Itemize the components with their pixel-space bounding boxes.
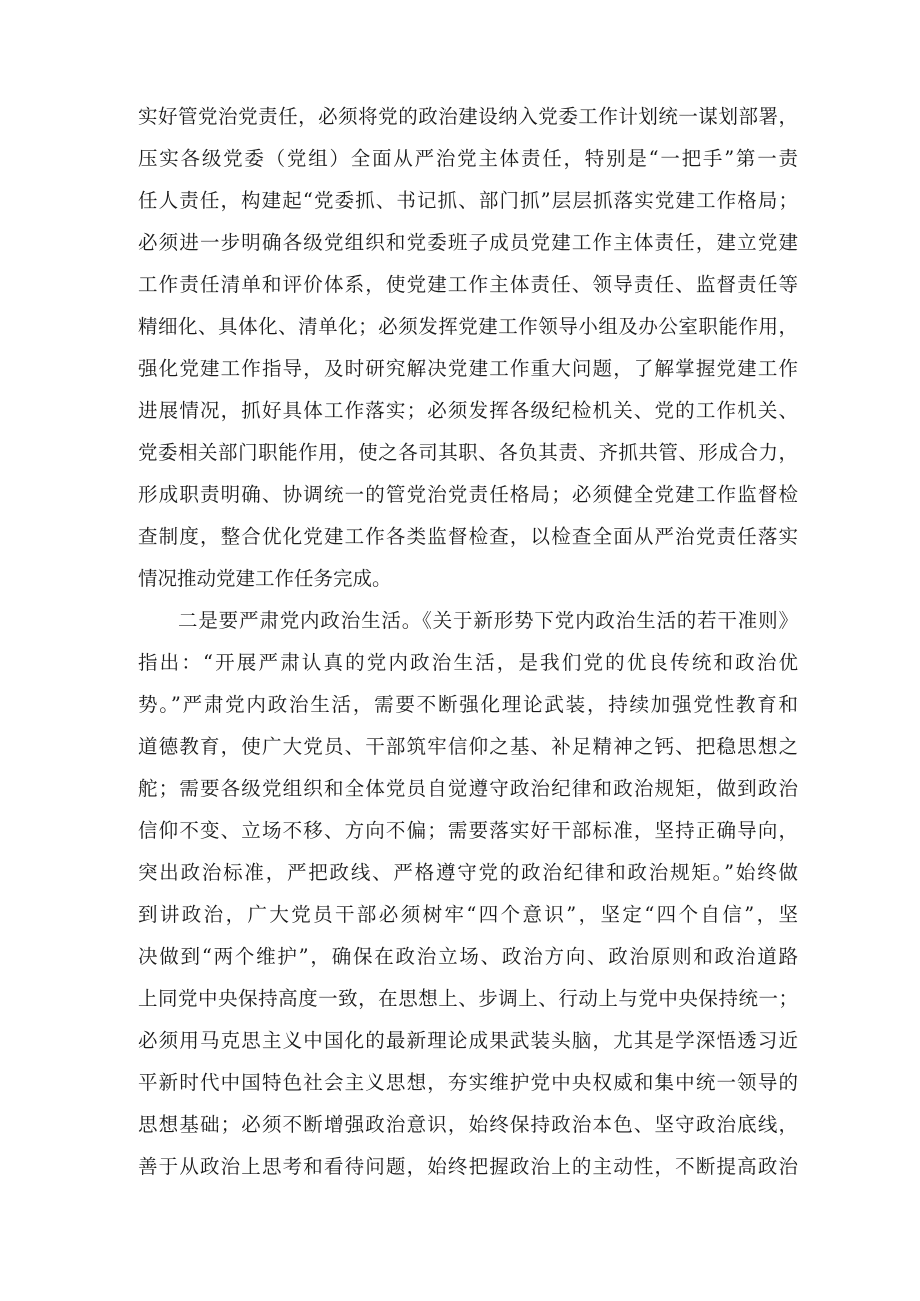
text-line: 必须进一步明确各级党组织和党委班子成员党建工作主体责任，建立党建 [138, 231, 798, 254]
text-line: 进展情况，抓好具体工作落实；必须发挥各级纪检机关、党的工作机关、 [138, 399, 798, 422]
text-line: 情况推动党建工作任务完成。 [138, 567, 392, 590]
text-line: 势。”严肃党内政治生活，需要不断强化理论武装，持续加强党性教育和 [138, 693, 798, 716]
text-line: 任人责任，构建起“党委抓、书记抓、部门抓”层层抓落实党建工作格局； [138, 189, 798, 212]
text-line: 突出政治标准，严把政线、严格遵守党的政治纪律和政治规矩。”始终做 [138, 861, 798, 884]
text-line: 压实各级党委（党组）全面从严治党主体责任，特别是“一把手”第一责 [138, 147, 798, 170]
text-line: 必须用马克思主义中国化的最新理论成果武装头脑，尤其是学深悟透习近 [138, 1029, 798, 1052]
text-line: 精细化、具体化、清单化；必须发挥党建工作领导小组及办公室职能作用， [138, 315, 798, 338]
text-line: 上同党中央保持高度一致，在思想上、步调上、行动上与党中央保持统一； [138, 987, 798, 1010]
text-line: 实好管党治党责任，必须将党的政治建设纳入党委工作计划统一谋划部署， [138, 105, 798, 128]
text-line: 平新时代中国特色社会主义思想，夯实维护党中央权威和集中统一领导的 [138, 1071, 798, 1094]
text-line: 信仰不变、立场不移、方向不偏；需要落实好干部标准，坚持正确导向， [138, 819, 798, 842]
text-line: 舵；需要各级党组织和全体党员自觉遵守政治纪律和政治规矩，做到政治 [138, 777, 798, 800]
paragraph-heading-line: 二是要严肃党内政治生活。《关于新形势下党内政治生活的若干准则》 [178, 609, 798, 632]
text-line: 指出：“开展严肃认真的党内政治生活，是我们党的优良传统和政治优 [138, 651, 798, 674]
text-line: 形成职责明确、协调统一的管党治党责任格局；必须健全党建工作监督检 [138, 483, 798, 506]
text-line: 强化党建工作指导，及时研究解决党建工作重大问题，了解掌握党建工作 [138, 357, 798, 380]
text-line: 决做到“两个维护”，确保在政治立场、政治方向、政治原则和政治道路 [138, 945, 798, 968]
text-line: 到讲政治，广大党员干部必须树牢“四个意识”，坚定“四个自信”，坚 [138, 903, 798, 926]
text-line: 工作责任清单和评价体系，使党建工作主体责任、领导责任、监督责任等 [138, 273, 798, 296]
text-line: 查制度，整合优化党建工作各类监督检查，以检查全面从严治党责任落实 [138, 525, 798, 548]
text-line: 思想基础；必须不断增强政治意识，始终保持政治本色、坚守政治底线， [138, 1113, 798, 1136]
text-line: 道德教育，使广大党员、干部筑牢信仰之基、补足精神之钙、把稳思想之 [138, 735, 798, 758]
text-line: 党委相关部门职能作用，使之各司其职、各负其责、齐抓共管、形成合力， [138, 441, 798, 464]
text-line: 善于从政治上思考和看待问题，始终把握政治上的主动性，不断提高政治 [138, 1155, 798, 1178]
